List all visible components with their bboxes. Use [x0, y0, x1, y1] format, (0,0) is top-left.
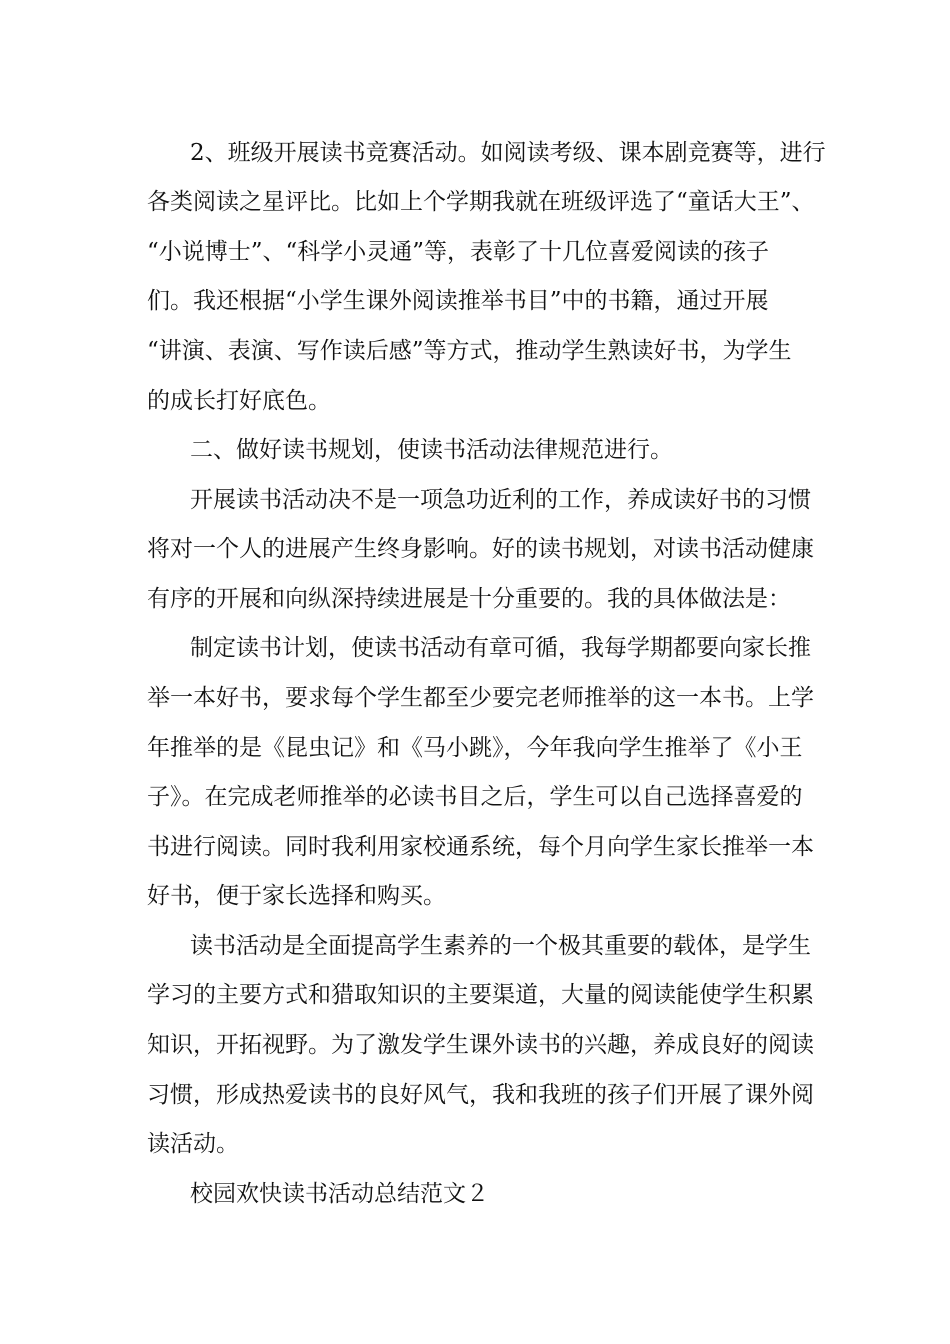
paragraph-line: 书进行阅读。同时我利用家校通系统，每个月向学生家长推举一本: [147, 834, 814, 860]
section-title: 校园欢快读书活动总结范文２: [190, 1181, 489, 1207]
paragraph-line: 知识，开拓视野。为了激发学生课外读书的兴趣，养成良好的阅读: [147, 1032, 814, 1058]
paragraph-line: 制定读书计划，使读书活动有章可循，我每学期都要向家长推: [190, 635, 811, 661]
paragraph-line: 有序的开展和向纵深持续进展是十分重要的。我的具体做法是：: [147, 586, 791, 612]
paragraph-line: 开展读书活动决不是一项急功近利的工作，养成读好书的习惯: [190, 487, 811, 513]
paragraph-line: 的成长打好底色。: [147, 388, 331, 414]
paragraph-line: “小说博士”、“科学小灵通”等，表彰了十几位喜爱阅读的孩子: [147, 239, 770, 265]
paragraph-line: 将对一个人的进展产生终身影响。好的读书规划，对读书活动健康: [147, 536, 814, 562]
paragraph-line: 年推举的是《昆虫记》和《马小跳》，今年我向学生推举了《小王: [147, 735, 803, 761]
paragraph-line: 学习的主要方式和猎取知识的主要渠道，大量的阅读能使学生积累: [147, 982, 814, 1008]
paragraph-line: 好书，便于家长选择和购买。: [147, 883, 446, 909]
paragraph-line: 2、班级开展读书竞赛活动。如阅读考级、课本剧竞赛等，进行: [190, 140, 826, 166]
section-heading: 二、做好读书规划，使读书活动法律规范进行。: [190, 437, 673, 463]
paragraph-line: 子》。在完成老师推举的必读书目之后，学生可以自己选择喜爱的: [147, 784, 803, 810]
paragraph-line: 举一本好书，要求每个学生都至少要完老师推举的这一本书。上学: [147, 685, 814, 711]
paragraph-line: “讲演、表演、写作读后感”等方式，推动学生熟读好书，为学生: [147, 338, 792, 364]
paragraph-line: 读书活动是全面提高学生素养的一个极其重要的载体，是学生: [190, 933, 811, 959]
paragraph-line: 习惯，形成热爱读书的良好风气，我和我班的孩子们开展了课外阅: [147, 1082, 814, 1108]
paragraph-line: 读活动。: [147, 1131, 239, 1157]
paragraph-line: 各类阅读之星评比。比如上个学期我就在班级评选了“童话大王”、: [147, 189, 815, 215]
paragraph-line: 们。我还根据“小学生课外阅读推举书目”中的书籍，通过开展: [147, 288, 769, 314]
